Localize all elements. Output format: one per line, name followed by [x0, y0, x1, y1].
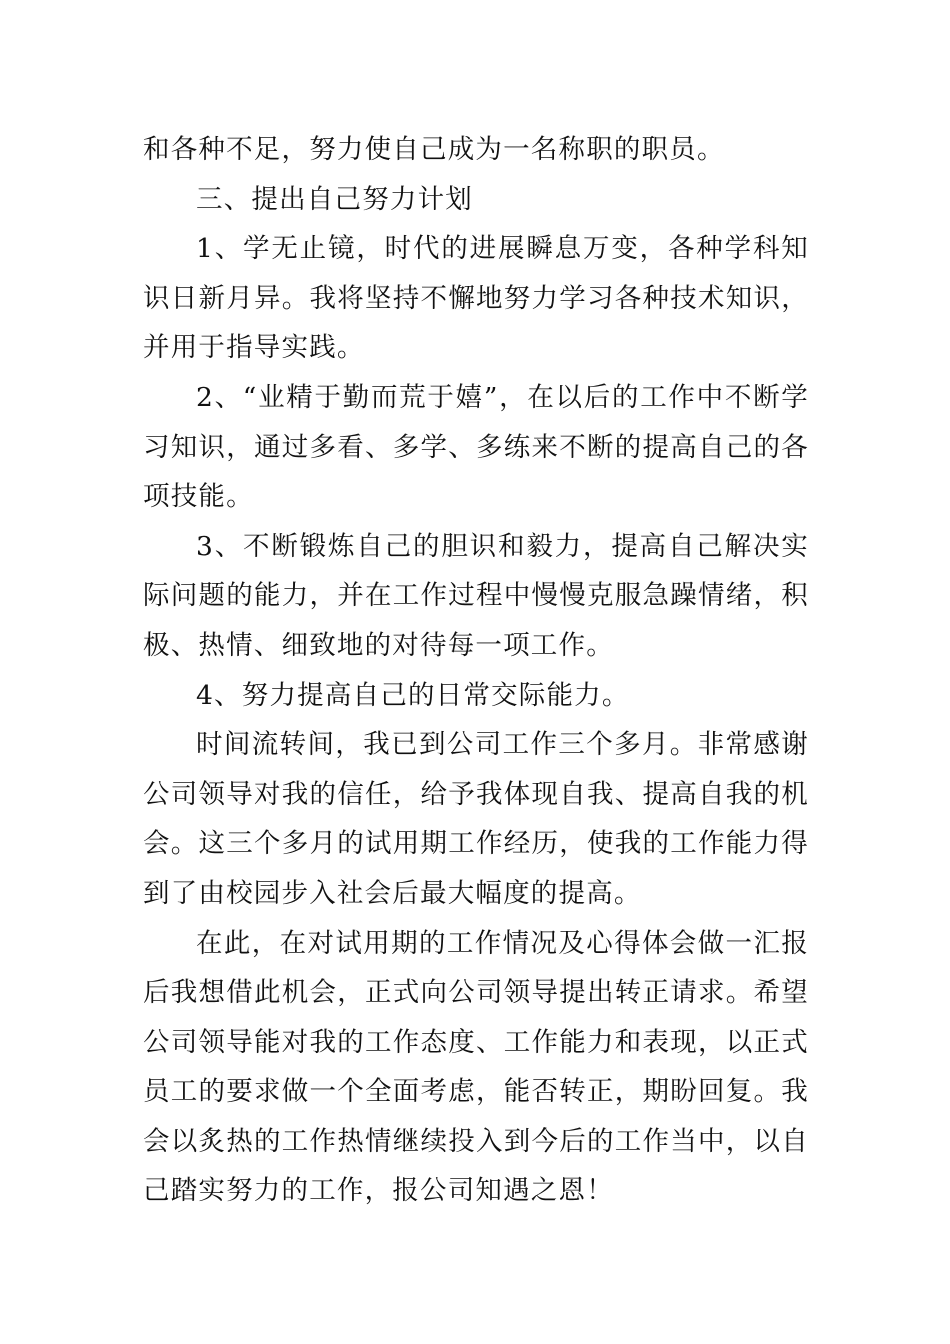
section-heading: 三、提出自己努力计划 — [196, 183, 473, 215]
request-paragraph: 在此，在对试用期的工作情况及心得体会做一汇报后我想借此机会，正式向公司领导提出转正请求。希望公司领导能对我的工作态度、工作能力和表现，以正式员工的要求做一个全面考虑，能否转正，期盼回复。我会以炙热的工作热情继续投入到今后的工作当中，以自己踏实努力的工作，报公司知遇之恩！ — [143, 927, 809, 1207]
paragraph-continuation: 和各种不足，努力使自己成为一名称职的职员。 — [143, 134, 725, 165]
document-body — [143, 125, 809, 1216]
plan-item-3: 3、不断锻炼自己的胆识和毅力，提高自己解决实际问题的能力，并在工作过程中慢慢克服急躁情绪，积极、热情、细致地的对待每一项工作。 — [143, 530, 809, 661]
summary-paragraph: 时间流转间，我已到公司工作三个多月。非常感谢公司领导对我的信任，给予我体现自我、提高自我的机会。这三个多月的试用期工作经历，使我的工作能力得到了由校园步入社会后最大幅度的提高。 — [143, 729, 809, 909]
plan-item-2: 2、“业精于勤而荒于嬉”，在以后的工作中不断学习知识，通过多看、多学、多练来不断的提高自己的各项技能。 — [143, 381, 809, 513]
plan-item-4: 4、努力提高自己的日常交际能力。 — [196, 679, 630, 711]
plan-item-1: 1、学无止镜，时代的进展瞬息万变，各种学科知识日新月异。我将坚持不懈地努力学习各种技术知识，并用于指导实践。 — [143, 233, 809, 364]
